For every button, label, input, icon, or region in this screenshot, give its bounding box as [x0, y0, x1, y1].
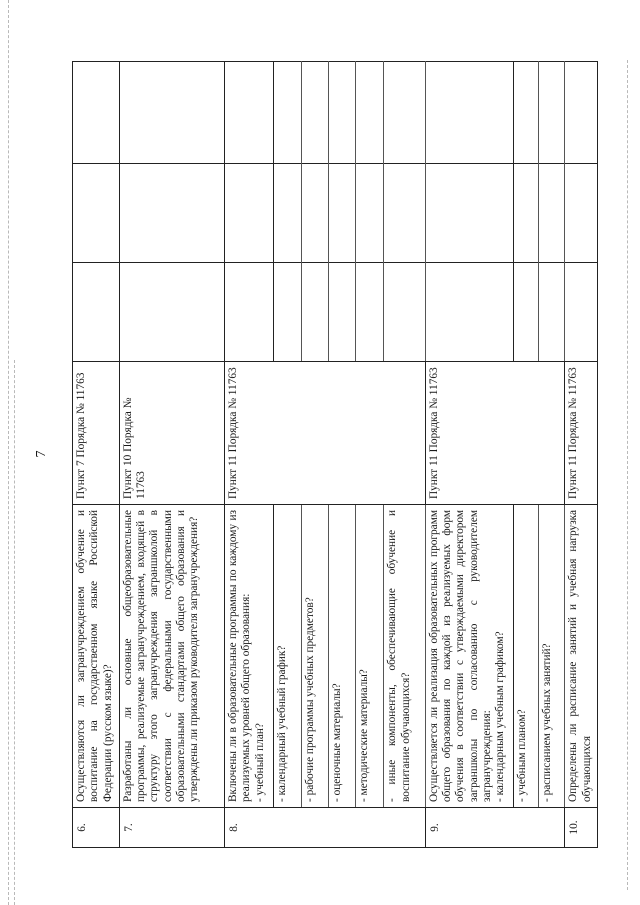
answer-cell: [119, 164, 224, 263]
row-number: 9.: [425, 808, 565, 848]
answer-cell: [273, 164, 301, 263]
answer-cell: [425, 62, 513, 164]
row-number: 10.: [565, 808, 598, 848]
answer-cell: [225, 263, 274, 362]
answer-cell: [301, 164, 329, 263]
row-number: 7.: [119, 808, 224, 848]
answer-cell: [301, 62, 329, 164]
answer-cell: [301, 263, 329, 362]
question-subitem: - календарный учебный график?: [273, 505, 301, 808]
question-subitem: - рабочие программы учебных предметов?: [301, 505, 329, 808]
legal-reference: Пункт 7 Порядка № 11763: [73, 362, 120, 505]
answer-cell: [273, 263, 301, 362]
question-subitem: - расписанием учебных занятий?: [539, 505, 565, 808]
answer-cell: [513, 62, 539, 164]
answer-cell: [356, 263, 384, 362]
legal-reference: Пункт 11 Порядка № 11763: [565, 362, 598, 505]
answer-cell: [565, 263, 598, 362]
question-subitem: - календарным учебным графиком?: [494, 631, 507, 802]
answer-cell: [329, 164, 356, 263]
table-row: [225, 62, 274, 848]
scan-edge-left: [8, 0, 9, 905]
answer-cell: [513, 164, 539, 263]
answer-cell: [384, 263, 425, 362]
question-subitem: - иные компоненты, обеспечивающие обучение и воспитание обучающихся?: [384, 505, 425, 808]
legal-reference: Пункт 11 Порядка № 11763: [425, 362, 565, 505]
answer-cell: [73, 62, 120, 164]
legal-reference: Пункт 11 Порядка № 11763: [225, 362, 426, 505]
answer-cell: [356, 62, 384, 164]
question-text: [225, 505, 274, 808]
answer-cell: [329, 263, 356, 362]
answer-cell: [273, 62, 301, 164]
answer-cell: [539, 263, 565, 362]
answer-cell: [356, 164, 384, 263]
scan-edge-right: [627, 60, 628, 890]
answer-cell: [425, 164, 513, 263]
answer-cell: [384, 62, 425, 164]
answer-cell: [73, 263, 120, 362]
answer-cell: [425, 263, 513, 362]
question-text: Осуществляются ли загранучреждением обучение и воспитание на государственном языке Российской Федерации (русском языке)?: [73, 505, 120, 808]
question-subitem: - учебным планом?: [513, 505, 539, 808]
question-text: Разработаны ли основные общеобразовательные программы, реализуемые загранучреждением, входящей в структуру этого загранучреждения заграншколой в соответствии с федеральными государственными образовательными стандартами общего образования и утверждены ли приказом руководителя загранучреждения?: [119, 505, 224, 808]
table-row: [565, 62, 598, 848]
answer-cell: [73, 164, 120, 263]
question-subitem: - оценочные материалы?: [329, 505, 356, 808]
question-subitem: - учебный план?: [253, 723, 266, 802]
answer-cell: [539, 62, 565, 164]
row-number: 8.: [225, 808, 426, 848]
legal-reference: Пункт 10 Порядка № 11763: [119, 362, 224, 505]
table-row: [425, 62, 513, 848]
answer-cell: [119, 62, 224, 164]
answer-cell: [225, 62, 274, 164]
answer-cell: [384, 164, 425, 263]
answer-cell: [539, 164, 565, 263]
question-lead: Включены ли в образовательные программы по каждому из реализуемых уровней общего образования:: [227, 510, 253, 802]
checklist-table: [72, 61, 598, 848]
table-row: [73, 62, 120, 848]
answer-cell: [329, 62, 356, 164]
scan-edge-left-inner: [14, 360, 15, 905]
answer-cell: [225, 164, 274, 263]
answer-cell: [513, 263, 539, 362]
table-row: [119, 62, 224, 848]
answer-cell: [565, 62, 598, 164]
question-text: [425, 505, 513, 808]
answer-cell: [119, 263, 224, 362]
rotated-page: [72, 62, 598, 848]
answer-cell: [565, 164, 598, 263]
question-subitem: - методические материалы?: [356, 505, 384, 808]
question-text: Определены ли расписание занятий и учебная нагрузка обучающихся: [565, 505, 598, 808]
row-number: 6.: [73, 808, 120, 848]
question-lead: Осуществляется ли реализация образовательных программ общего образования по каждой из реализуемых форм обучения в соответствии с утверждаемыми директором заграншколы по согласованию с руководителем загранучреждения:: [427, 510, 493, 802]
page-number: 7: [34, 450, 49, 458]
